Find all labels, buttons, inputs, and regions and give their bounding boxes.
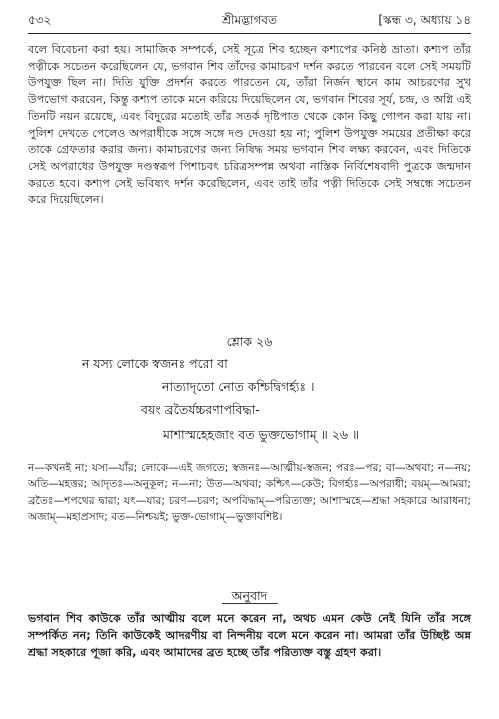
- verse-line-2-text: নাত্যাদৃতো নোত কশ্চিদ্বিগর্হ্যঃ ।: [162, 379, 315, 394]
- chapter-reference: [স্কন্ধ ৩, অধ্যায় ১৪: [378, 13, 471, 27]
- verse-line-3-text: বয়ং ব্রতৈর্যচ্চরণাপবিদ্ধা-: [141, 402, 260, 417]
- verse-line-4-text: মাশাস্মহেহজাং বত ভুক্তভোগাম্ ॥ ২৬ ॥: [163, 427, 360, 442]
- book-title: শ্রীমদ্ভাগবত: [221, 13, 277, 27]
- header-rule: [28, 33, 471, 34]
- translation-heading-underline: [222, 603, 278, 604]
- page-number: ৫৩২: [28, 13, 52, 27]
- translation-heading: অনুবাদ: [231, 588, 268, 603]
- verse-number: শ্লোক ২৬: [226, 334, 273, 349]
- purport-paragraph: বলে বিবেচনা করা হয়। সামাজিক সম্পর্কে, সেই সূত্রে শিব হচ্ছেন কশ্যপের কনিষ্ঠ ভ্রাতা। কশ্যপ তাঁর পত্নীকে সচেতন করেছিলেন যে, ভগবান শিব তাঁদের কামাচরণ দর্শন করতে পারবেন বলে সেই সময়টি উপযুক্ত ছিল না। দিতি যুক্তি প্রদর্শন করতে পারতেন যে, তাঁরা নির্জন স্থানে কাম আচরণের সুখ উপভোগ করবেন, কিন্তু কশ্যপ তাকে মনে করিয়ে দিয়েছিলেন যে, ভগবান শিবের সূর্য, চন্দ্র, ও অগ্নি এই তিনটি নয়ন রয়েছে, এবং বিদুরের মতোই তাঁর সতর্ক দৃষ্টিপাত থেকে কোন কিছু গোপন করা যায় না। পুলিশ দেখতে পেলেও অপরাধীকে সঙ্গে সঙ্গে দণ্ড দেওয়া হয় না; পুলিশ উপযুক্ত সময়ের প্রতীক্ষা করে তাকে গ্রেফতার করার জন্য। কামাচরণের জন্য নিষিদ্ধ সময় ভগবান শিব লক্ষ্য করবেন, এবং দিতিকে সেই অপরাধের উপযুক্ত দণ্ডস্বরূপ পিশাচবৎ চরিত্রসম্পন্ন অথবা নাস্তিক নির্বিশেষবাদী পুত্রকে জন্মদান করতে হবে। কশ্যপ সেই ভবিষ্যৎ দর্শন করেছিলেন, এবং তাই তাঁর পত্নী দিতিকে সেই সম্বন্ধে সচেতন করে দিয়েছিলেন।: [28, 43, 471, 207]
- synonyms-paragraph: ন—কখনই না; যস্য—যাঁর; লোকে—এই জগতে; স্বজনঃ—আত্মীয়-স্বজন; পরঃ—পর; বা—অথবা; ন—নয়; অতি—মহত্তর; আদৃতঃ—অনুকূল; ন—না; উত—অথবা; কশ্চিৎ—কেউ; বিগর্হ্যঃ—অপরাধী; বয়ম্—আমরা; ব্রতৈঃ—শপথের দ্বারা; যৎ—যার; চরণ—চরণ; অপবিদ্ধাম্—পরিত্যক্ত; আশাস্মহে—শ্রদ্ধা সহকারে আরাধনা; অজাম্—মহাপ্রসাদ; বত—নিশ্চয়ই; ভুক্ত-ভোগাম্—ভুক্তাবশিষ্ট।: [28, 462, 471, 524]
- page-header: [28, 10, 471, 32]
- verse-line-1-text: ন যস্য লোকে স্বজনঃ পরো বা: [82, 356, 228, 371]
- translation-paragraph: ভগবান শিব কাউকে তাঁর আত্মীয় বলে মনে করেন না, অথচ এমন কেউ নেই যিনি তাঁর সঙ্গে সম্পর্কিত নন; তিনি কাউকেই আদরণীয় বা নিন্দনীয় বলে মনে করেন না। আমরা তাঁর উচ্ছিষ্ট অন্ন শ্রদ্ধা সহকারে পূজা করি, এবং আমাদের ব্রত হচ্ছে তাঁর পরিত্যক্ত বস্তু গ্রহণ করা।: [28, 612, 471, 659]
